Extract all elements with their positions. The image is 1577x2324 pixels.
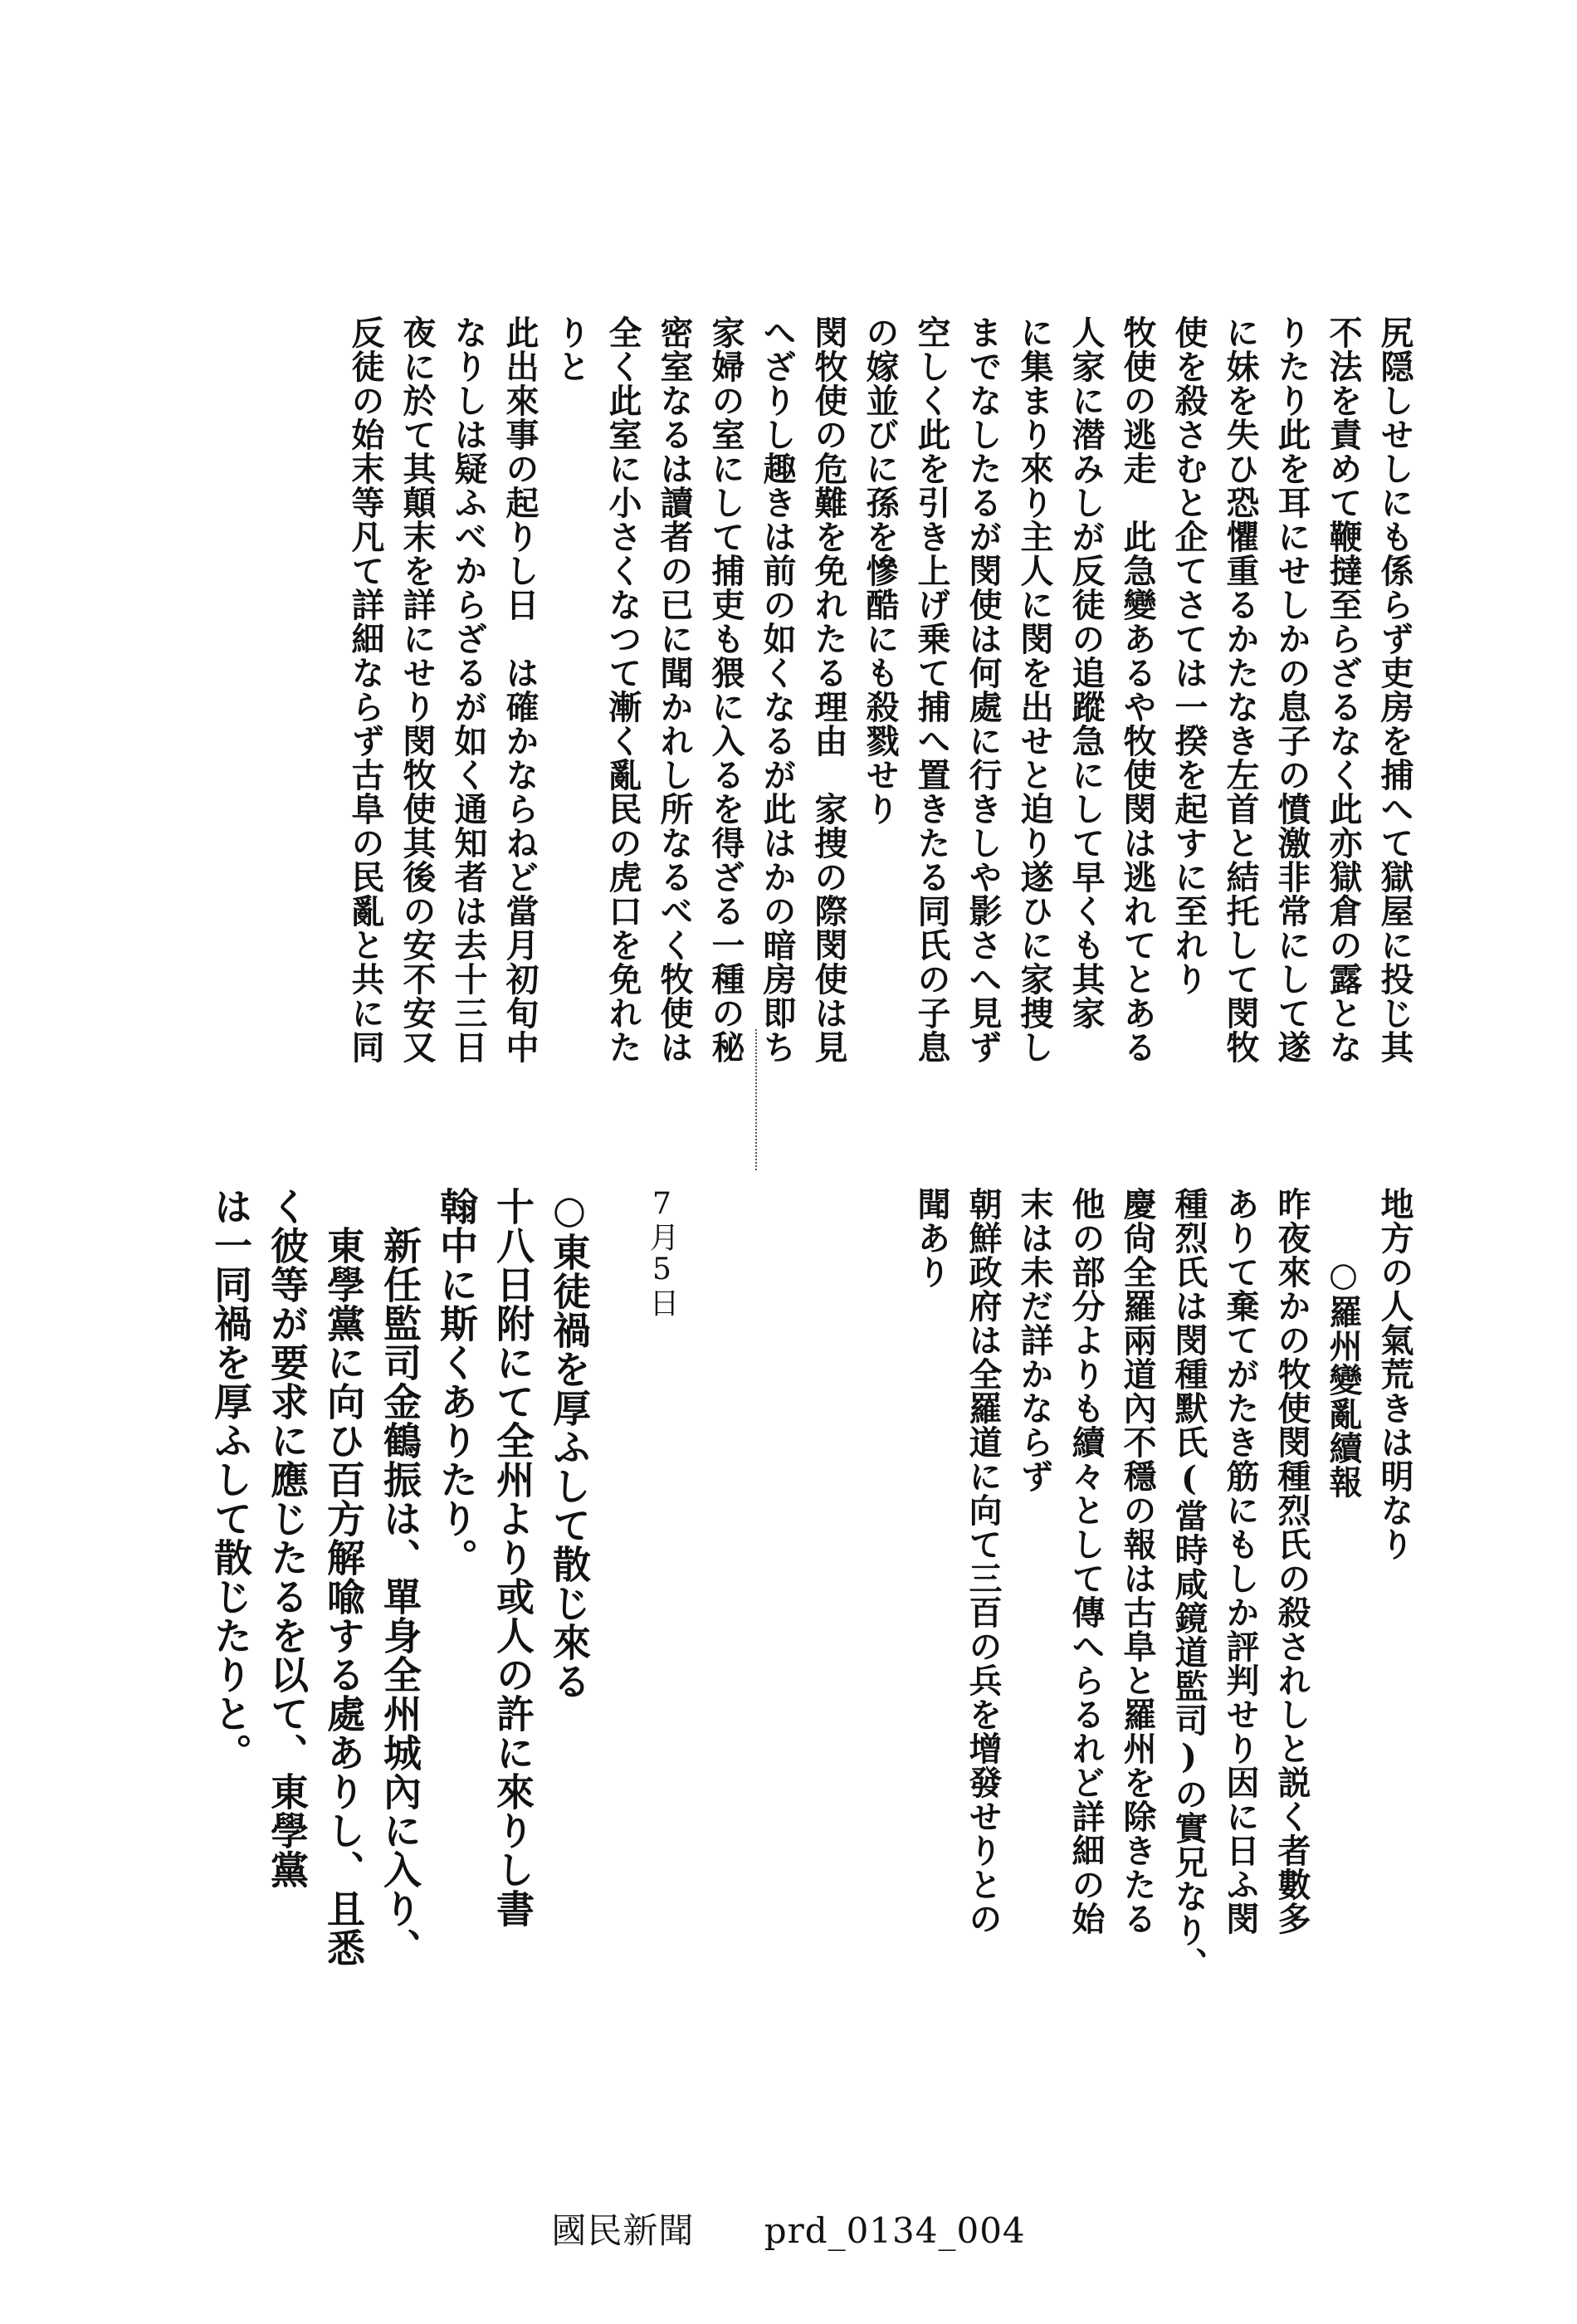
- text-column: 此出來事の起りし日 は確かならねど當月初旬中: [500, 315, 540, 1064]
- text-column: 全く此室に小さくなつて漸く亂民の虎口を免れた: [603, 315, 642, 1064]
- text-column: 新任監司金鶴振は、單身全州城內に入り、: [378, 1187, 422, 1967]
- text-column: く彼等が要求に應じたるを以て、東學黨: [265, 1187, 310, 1889]
- text-column: 翰中に斯くありたり。: [434, 1187, 479, 1577]
- text-column: 不法を責めて鞭撻至らざるなく此亦獄倉の露とな: [1324, 315, 1363, 1064]
- text-column: へざりし趣きは前の如くなるが此はかの暗房即ち: [758, 315, 797, 1064]
- text-column: 閔牧使の危難を免れたる理由 家捜の際閔使は見: [809, 315, 848, 1064]
- article-lower-left: [193, 1187, 679, 2017]
- article-lower-right: [896, 1187, 1414, 2017]
- text-column: 末は未だ詳かならず: [1015, 1187, 1054, 1493]
- section-heading: ○羅州變亂續報: [1324, 1187, 1363, 1499]
- text-column: 他の部分よりも續々として傳へらるれど詳細の始: [1067, 1187, 1106, 1936]
- text-column: までなしたるが閔使は何處に行きしや影さへ見ず: [964, 315, 1003, 1064]
- text-column: 慶尙全羅兩道內不穩の報は古阜と羅州を除きたる: [1118, 1187, 1157, 1936]
- text-column: 地方の人氣荒きは明なり: [1375, 1187, 1414, 1561]
- text-column: 密室なるは讀者の已に聞かれし所なるべく牧使は: [655, 315, 694, 1064]
- text-column: の嫁並びに孫を慘酷にも殺戮せり: [861, 315, 900, 826]
- text-column: は一同禍を厚ふして散じたりと。: [208, 1187, 253, 1772]
- text-column: 空しく此を引き上げ乗て捕へ置きたる同氏の子息: [912, 315, 951, 1064]
- text-column: 牧使の逃走 此急變あるや牧使閔は逃れてとある: [1118, 315, 1157, 1064]
- page-id: prd_0134_004: [764, 2210, 1026, 2251]
- column-divider: [755, 1029, 757, 1170]
- text-column: 種烈氏は閔種默氏(當時咸鏡道監司)の實兄なり、: [1169, 1187, 1208, 1981]
- date-label: 7月5日: [645, 1187, 679, 1318]
- text-column: 夜に於て其顛末を詳にせり閔牧使其後の安不安又: [398, 315, 437, 1064]
- source-name: 國民新聞: [551, 2210, 695, 2251]
- page-footer: [0, 2204, 1577, 2253]
- text-column: に集まり來り主人に閔を出せと迫り遂ひに家捜し: [1015, 315, 1054, 1064]
- article-upper: [330, 315, 1414, 1154]
- text-column: りと: [552, 315, 591, 383]
- text-column: なりしは疑ふべからざるが如く通知者は去十三日: [449, 315, 488, 1064]
- text-column: ありて棄てがたき筋にもしか評判せり因に日ふ閔: [1221, 1187, 1260, 1936]
- text-column: 使を殺さむと企てさては一揆を起すに至れり: [1169, 315, 1208, 996]
- text-column: 聞あり: [912, 1187, 951, 1289]
- text-column: りたり此を耳にせしかの息子の憤激非常にして遂: [1272, 315, 1311, 1064]
- text-column: 家婦の室にして捕吏も猥に入るを得ざる一種の秘: [706, 315, 745, 1064]
- text-column: 朝鮮政府は全羅道に向て三百の兵を增發せりとの: [964, 1187, 1003, 1936]
- text-column: に妹を失ひ恐懼重るかたなき左首と結托して閔牧: [1221, 315, 1260, 1064]
- text-column: 人家に潜みしが反徒の追蹤急にして早くも其家: [1067, 315, 1106, 1030]
- text-column: 東學黨に向ひ百方解喩する處ありし、且悉: [321, 1187, 366, 1967]
- text-column: 昨夜來かの牧使閔種烈氏の殺されしと説く者數多: [1272, 1187, 1311, 1936]
- text-column: 反徒の始末等凡て詳細ならず古阜の民亂と共に同: [346, 315, 385, 1064]
- section-heading: ○東徒禍を厚ふして散じ來る: [547, 1187, 592, 1701]
- text-column: 十八日附にて全州より或人の許に來りし書: [491, 1187, 535, 1928]
- text-column: 尻隠しせしにも係らず吏房を捕へて獄屋に投じ其: [1375, 315, 1414, 1064]
